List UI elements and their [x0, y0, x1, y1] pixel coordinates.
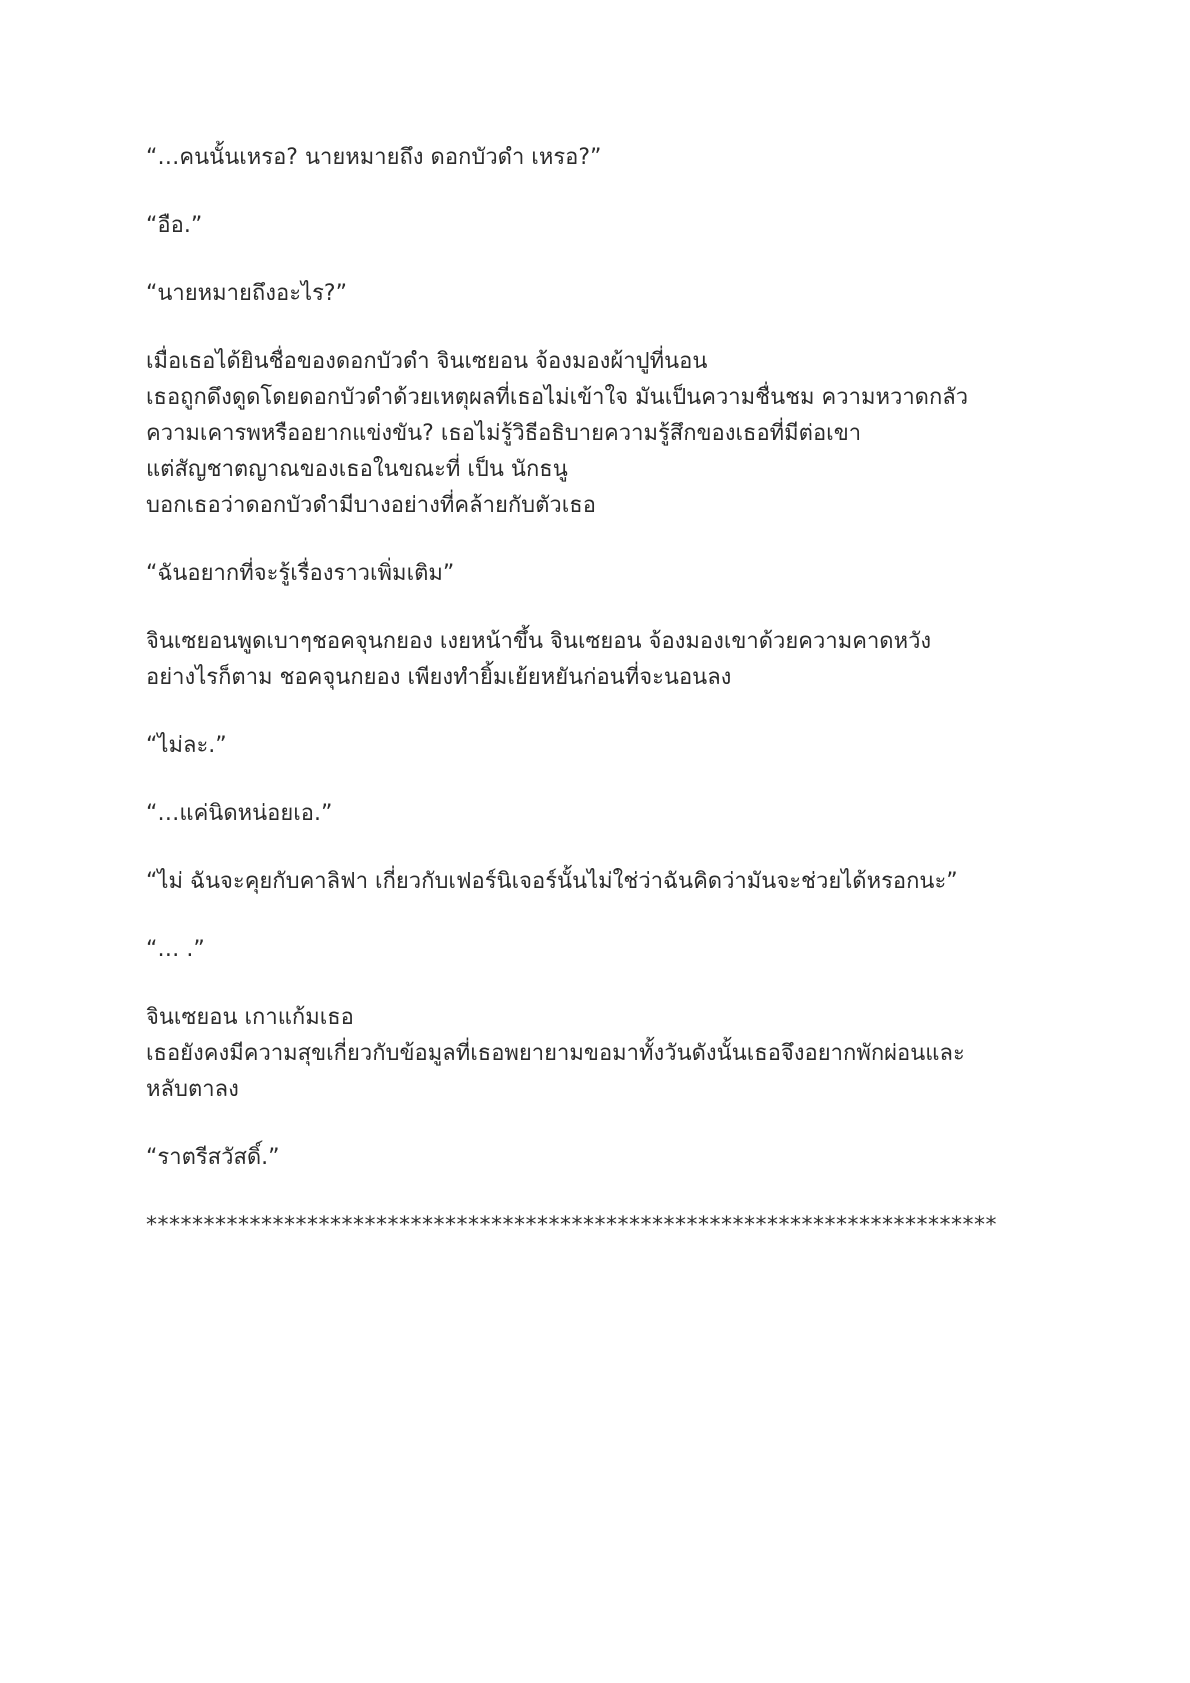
paragraph	[146, 864, 1106, 900]
paragraph	[146, 344, 1106, 524]
paragraph-line: “…แค่นิดหน่อยเอ.”	[146, 801, 333, 826]
document-body	[146, 140, 1106, 1176]
paragraph-line: หลับตาลง	[146, 1077, 239, 1102]
paragraph-line: แต่สัญชาตญาณของเธอในขณะที่ เป็น นักธนู	[146, 457, 568, 482]
paragraph-line: อย่างไรก็ตาม ชอคจุนกยอง เพียงทำยิ้มเย้ยหยันก่อนที่จะนอนลง	[146, 665, 732, 690]
paragraph	[146, 796, 1106, 832]
paragraph	[146, 624, 1106, 696]
paragraph	[146, 1140, 1106, 1176]
paragraph-line: “อือ.”	[146, 213, 203, 238]
paragraph	[146, 728, 1106, 764]
paragraph	[146, 1000, 1106, 1108]
paragraph-line: บอกเธอว่าดอกบัวดำมีบางอย่างที่คล้ายกับตัวเธอ	[146, 493, 596, 518]
paragraph	[146, 140, 1106, 176]
paragraph-line: จินเซยอนพูดเบาๆชอคจุนกยอง เงยหน้าขึ้น จินเซยอน จ้องมองเขาด้วยความคาดหวัง	[146, 629, 932, 654]
paragraph-line: “ราตรีสวัสดิ์.”	[146, 1145, 280, 1170]
paragraph-line: ความเคารพหรืออยากแข่งขัน? เธอไม่รู้วิธีอธิบายความรู้สึกของเธอที่มีต่อเขา	[146, 421, 862, 446]
paragraph-line: เมื่อเธอได้ยินชื่อของดอกบัวดำ จินเซยอน จ้องมองผ้าปูที่นอน	[146, 349, 708, 374]
document-page	[146, 140, 1106, 1244]
paragraph-line: เธอถูกดึงดูดโดยดอกบัวดำด้วยเหตุผลที่เธอไม่เข้าใจ มันเป็นความชื่นชม ความหวาดกลัว	[146, 385, 969, 410]
paragraph-line: จินเซยอน เกาแก้มเธอ	[146, 1005, 354, 1030]
paragraph-line: เธอยังคงมีความสุขเกี่ยวกับข้อมูลที่เธอพยายามขอมาทั้งวันดังนั้นเธอจึงอยากพักผ่อนและ	[146, 1041, 965, 1066]
paragraph-line: “…คนนั้นเหรอ? นายหมายถึง ดอกบัวดำ เหรอ?”	[146, 145, 602, 170]
paragraph	[146, 932, 1106, 968]
paragraph-line: “ฉันอยากที่จะรู้เรื่องราวเพิ่มเติม”	[146, 561, 455, 586]
section-divider: **************************************************************************	[146, 1213, 997, 1238]
paragraph-line: “ไม่ ฉันจะคุยกับคาลิฟา เกี่ยวกับเฟอร์นิเจอร์นั้นไม่ใช่ว่าฉันคิดว่ามันจะช่วยได้หรอกนะ”	[146, 869, 958, 894]
paragraph	[146, 556, 1106, 592]
paragraph	[146, 276, 1106, 312]
paragraph-line: “… .”	[146, 937, 205, 962]
paragraph-line: “ไม่ละ.”	[146, 733, 227, 758]
paragraph-line: “นายหมายถึงอะไร?”	[146, 281, 347, 306]
paragraph	[146, 208, 1106, 244]
